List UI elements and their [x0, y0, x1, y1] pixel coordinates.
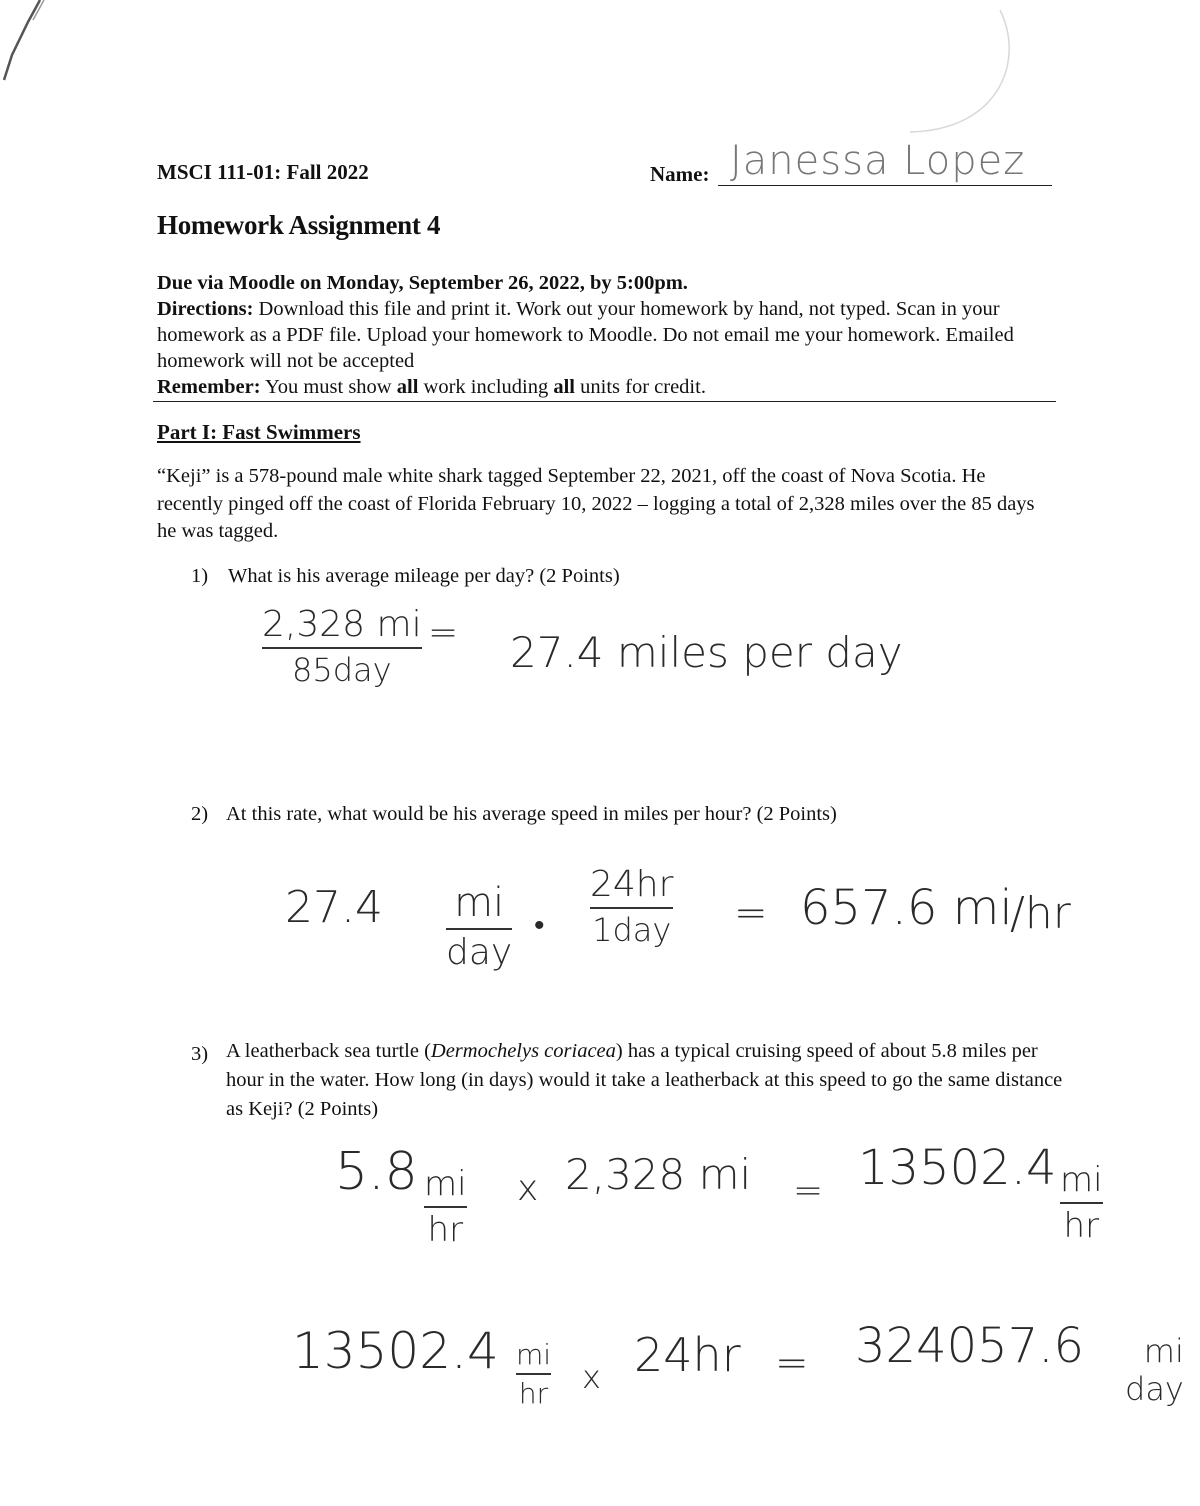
answer-3-line-2-result: 324057.6 — [855, 1318, 1085, 1374]
directions-label: Directions: — [157, 298, 254, 320]
species-name: Dermochelys coriacea — [430, 1040, 616, 1062]
question-3-text-part: A leatherback sea turtle ( — [226, 1040, 431, 1062]
due-date-line: Due via Moodle on Monday, September 26, 2022, by 5:00pm. — [157, 272, 688, 294]
equals-sign: = — [793, 1170, 824, 1211]
answer-2-unit: /hr — [1010, 888, 1071, 939]
part-title: Part I: Fast Swimmers — [157, 420, 361, 444]
fraction-bar — [516, 1373, 551, 1375]
pen-stroke-mark — [0, 0, 60, 90]
intro-paragraph: “Keji” is a 578-pound male white shark tagged September 22, 2021, off the coast of Nova Scotia. He recently pinged off the coast of Florida February 10, 2022 – logging a total of 2,328 miles over the 85 days he was tagged. — [157, 465, 1035, 542]
answer-3-line-2-result-unit — [1125, 1332, 1184, 1408]
fraction-bar — [262, 647, 422, 649]
question-number: 2) — [191, 803, 209, 825]
answer-1-result: 27.4 miles per day — [510, 628, 903, 677]
fraction-numerator: mi — [454, 880, 505, 926]
fraction-numerator: mi — [424, 1164, 467, 1204]
answer-3-unit-fraction — [424, 1164, 467, 1250]
remember-text: work including — [418, 376, 554, 398]
answer-2-conversion-fraction — [590, 864, 673, 949]
answer-3-line-2-unit — [516, 1338, 551, 1410]
equals-sign: = — [775, 1340, 809, 1386]
fraction-numerator: 2,328 mi — [262, 604, 422, 645]
name-label: Name: — [650, 162, 710, 186]
fraction-denominator: hr — [518, 1377, 549, 1410]
question-number: 3) — [191, 1043, 209, 1065]
fraction-bar — [424, 1206, 467, 1208]
multiply-sign: x — [582, 1358, 601, 1396]
remember-label: Remember: — [157, 376, 261, 398]
fraction-numerator: mi — [516, 1338, 552, 1371]
answer-3-line-1-result: 13502.4 — [858, 1140, 1057, 1196]
course-title: MSCI 111-01: Fall 2022 — [157, 160, 369, 184]
fraction-numerator: mi — [1060, 1160, 1103, 1200]
answer-2-unit-fraction — [446, 880, 512, 973]
answer-3-result-unit — [1060, 1160, 1103, 1246]
answer-3-line-2-value: 13502.4 — [292, 1322, 499, 1380]
fraction-denominator: 1day — [592, 911, 672, 949]
directions-text: Download this file and print it. Work out your homework by hand, not typed. Scan in your homework as a PDF file. Upload your homework to Moodle. Do not email me your homework. Emailed homework will not be accepted — [157, 298, 1014, 372]
equals-sign: = — [734, 890, 768, 936]
answer-3-distance: 2,328 mi — [565, 1150, 752, 1199]
answer-1-fraction — [262, 604, 422, 689]
answer-3-hours: 24hr — [634, 1328, 741, 1382]
page-circle-mark — [850, 0, 1020, 140]
fraction-bar — [590, 907, 673, 909]
remember-line — [157, 374, 1037, 400]
answer-2-result: 657.6 mi — [800, 880, 1013, 936]
fraction-numerator: mi — [1143, 1332, 1184, 1370]
multiply-dot: • — [534, 908, 545, 943]
fraction-numerator: 24hr — [590, 864, 674, 905]
directions-paragraph — [157, 296, 1037, 374]
fraction-bar — [1060, 1202, 1103, 1204]
remember-text: units for credit. — [575, 376, 706, 398]
fraction-bar — [446, 928, 512, 930]
question-number: 1) — [191, 565, 209, 587]
question-2-text: At this rate, what would be his average speed in miles per hour? (2 Points) — [226, 803, 837, 825]
answer-3-speed: 5.8 — [335, 1142, 418, 1202]
section-divider — [153, 401, 1056, 402]
remember-text: You must show — [260, 376, 397, 398]
question-3-text — [226, 1037, 1066, 1124]
fraction-denominator: hr — [427, 1210, 464, 1250]
fraction-denominator: day — [1125, 1370, 1184, 1408]
answer-2-value: 27.4 — [285, 882, 383, 933]
question-1-text: What is his average mileage per day? (2 Points) — [228, 565, 620, 587]
name-underline — [718, 185, 1052, 186]
equals-sign: = — [428, 612, 459, 653]
multiply-sign: x — [517, 1168, 539, 1209]
student-name-handwritten: Janessa Lopez — [730, 138, 1026, 184]
remember-emphasis: all — [553, 376, 576, 398]
fraction-denominator: hr — [1063, 1206, 1100, 1246]
fraction-denominator: day — [446, 932, 513, 973]
remember-emphasis: all — [396, 376, 419, 398]
fraction-denominator: 85day — [292, 651, 392, 689]
assignment-title: Homework Assignment 4 — [157, 210, 441, 240]
question-3-text-part: ) has a typical cruising speed of about 5.8 miles per hour in the water. How long (in days) would it take a leatherback at this speed to go the same distance as Keji? (2 Points) — [226, 1040, 1063, 1120]
